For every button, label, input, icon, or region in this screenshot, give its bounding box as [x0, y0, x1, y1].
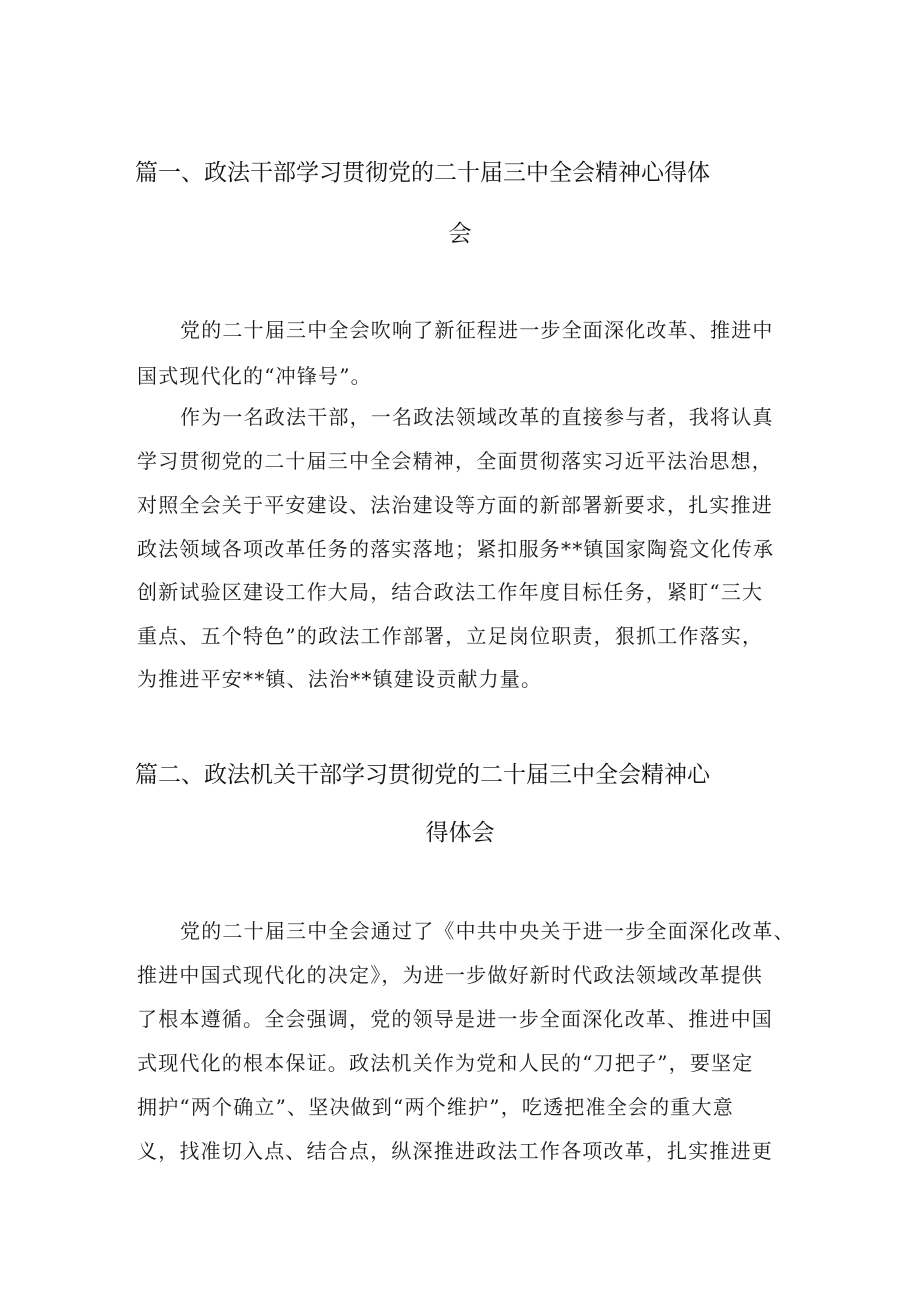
section2-title-line2: 得体会: [425, 820, 495, 846]
section1-p2-line2: 学习贯彻党的二十届三中全会精神，全面贯彻落实习近平法治思想，: [137, 449, 773, 473]
section1-p2-line3: 对照全会关于平安建设、法治建设等方面的新部署新要求，扎实推进: [137, 493, 773, 517]
section1-title-line2: 会: [448, 221, 472, 247]
section1-p2-line7: 为推进平安**镇、法治**镇建设贡献力量。: [137, 667, 543, 691]
section1-p2-line6: 重点、五个特色”的政法工作部署，立足岗位职责，狠抓工作落实，: [137, 624, 764, 648]
section2-p1-line2: 推进中国式现代化的决定》，为进一步做好新时代政法领域改革提供: [137, 963, 763, 987]
section1-p2-line1: 作为一名政法干部，一名政法领域改革的直接参与者，我将认真: [180, 405, 774, 429]
section1-p2-line4: 政法领域各项改革任务的落实落地；紧扣服务**镇国家陶瓷文化传承: [137, 537, 775, 561]
section1-p2-line5: 创新试验区建设工作大局，结合政法工作年度目标任务，紧盯“三大: [137, 580, 764, 604]
section2-p1-line1: 党的二十届三中全会通过了《中共中央关于进一步全面深化改革、: [180, 919, 795, 943]
section1-title-line1: 篇一、政法干部学习贯彻党的二十届三中全会精神心得体: [135, 160, 710, 186]
section1-p1-line2: 国式现代化的“冲锋号”。: [137, 364, 372, 388]
section2-title-line1: 篇二、政法机关干部学习贯彻党的二十届三中全会精神心: [135, 762, 710, 788]
section2-p1-line4: 式现代化的根本保证。政法机关作为党和人民的“刀把子”，要坚定: [137, 1051, 754, 1075]
section2-p1-line6: 义，找准切入点、结合点，纵深推进政法工作各项改革，扎实推进更: [137, 1139, 773, 1163]
section1-p1-line1: 党的二十届三中全会吹响了新征程进一步全面深化改革、推进中: [180, 318, 774, 342]
section2-p1-line3: 了根本遵循。全会强调，党的领导是进一步全面深化改革、推进中国: [137, 1007, 773, 1031]
section2-p1-line5: 拥护“两个确立”、坚决做到“两个维护”，吃透把准全会的重大意: [137, 1095, 734, 1119]
